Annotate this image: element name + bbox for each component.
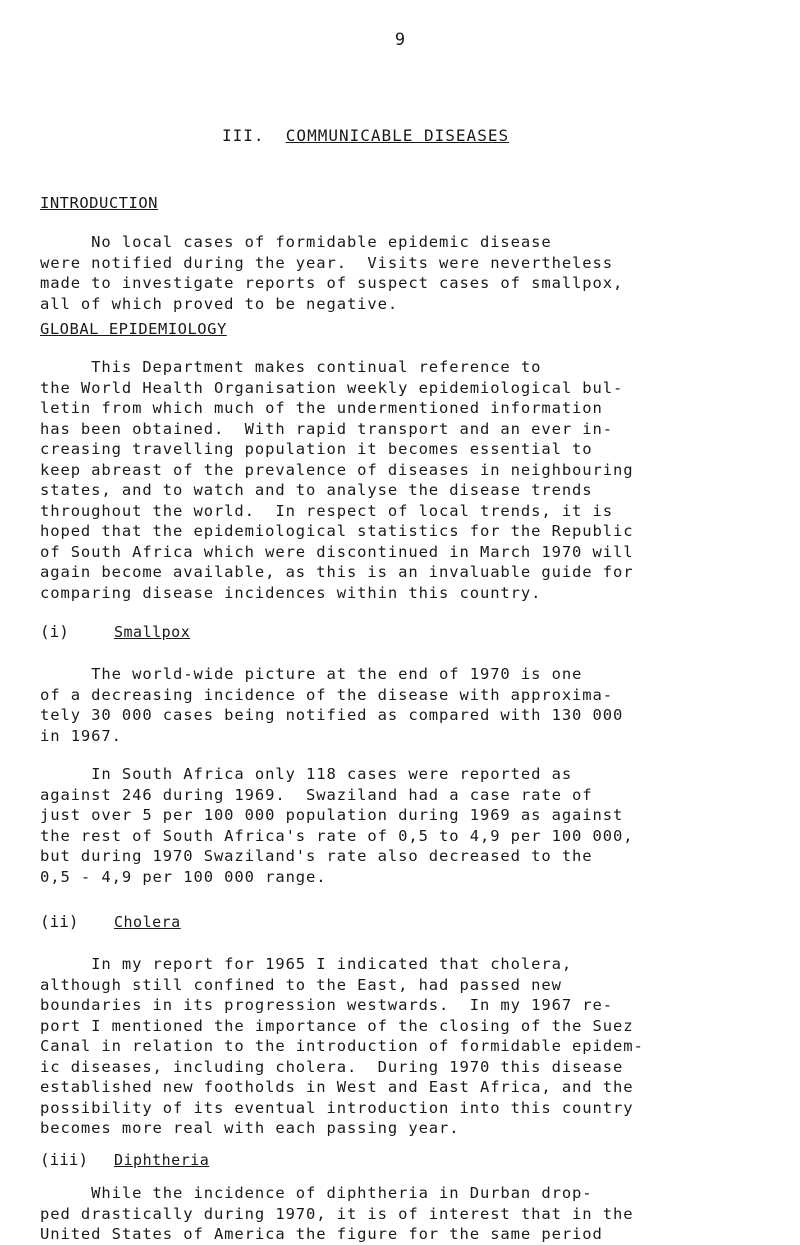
paragraph-line: but during 1970 Swaziland's rate also decreased to the — [40, 847, 593, 865]
paragraph-line: In my report for 1965 I indicated that cholera, — [40, 955, 573, 973]
diphtheria-paragraph — [40, 1183, 770, 1245]
paragraph-line: were notified during the year. Visits were nevertheless — [40, 253, 613, 272]
paragraph-line: boundaries in its progression westwards. In my 1967 re- — [40, 996, 613, 1014]
smallpox-paragraph-1 — [40, 664, 770, 746]
paragraph-line: tely 30 000 cases being notified as compared with 130 000 — [40, 706, 624, 724]
paragraph-line: letin from which much of the undermentioned information — [40, 399, 603, 417]
chapter-title — [222, 126, 509, 145]
paragraph-line: The world-wide picture at the end of 1970 is one — [40, 665, 583, 683]
diphtheria-subheading — [40, 1150, 209, 1169]
cholera-number: (ii) — [40, 912, 79, 931]
paragraph-line: made to investigate reports of suspect cases of smallpox, — [40, 274, 624, 292]
paragraph-line: In South Africa only 118 cases were reported as — [40, 765, 573, 783]
paragraph-line: port I mentioned the importance of the closing of the Suez — [40, 1016, 634, 1035]
paragraph-line: United States of America the figure for the same period — [40, 1225, 603, 1243]
paragraph-line: creasing travelling population it becomes essential to — [40, 440, 593, 458]
paragraph-line: throughout the world. In respect of local trends, it is — [40, 501, 613, 520]
paragraph-line: ped drastically during 1970, it is of interest that in the — [40, 1204, 634, 1223]
paragraph-line: against 246 during 1969. Swaziland had a case rate of — [40, 785, 593, 804]
paragraph-line: of a decreasing incidence of the disease with approxima- — [40, 685, 613, 704]
cholera-title: Cholera — [114, 913, 181, 931]
global-epidemiology-paragraph — [40, 357, 770, 603]
paragraph-line: becomes more real with each passing year. — [40, 1119, 460, 1137]
cholera-subheading — [40, 912, 181, 931]
paragraph-line: has been obtained. With rapid transport and an ever in- — [40, 419, 613, 438]
smallpox-subheading — [40, 622, 190, 641]
paragraph-line: of South Africa which were discontinued in March 1970 will — [40, 542, 634, 561]
paragraph-line: While the incidence of diphtheria in Durban drop- — [40, 1184, 593, 1202]
smallpox-title: Smallpox — [114, 623, 191, 641]
introduction-paragraph — [40, 232, 770, 314]
paragraph-line: This Department makes continual reference to — [40, 358, 542, 376]
paragraph-line: the rest of South Africa's rate of 0,5 to 4,9 per 100 000, — [40, 826, 634, 845]
paragraph-line: hoped that the epidemiological statistics for the Republic — [40, 522, 634, 540]
smallpox-number: (i) — [40, 622, 69, 641]
paragraph-line: comparing disease incidences within this country. — [40, 583, 542, 602]
paragraph-line: established new footholds in West and East Africa, and the — [40, 1078, 634, 1096]
paragraph-line: possibility of its eventual introduction into this country — [40, 1098, 634, 1117]
chapter-name: COMMUNICABLE DISEASES — [285, 126, 510, 145]
diphtheria-title: Diphtheria — [114, 1151, 210, 1169]
paragraph-line: although still confined to the East, had passed new — [40, 975, 562, 994]
diphtheria-number: (iii) — [40, 1150, 89, 1169]
cholera-paragraph — [40, 954, 770, 1139]
paragraph-line: keep abreast of the prevalence of diseases in neighbouring — [40, 460, 634, 479]
paragraph-line: just over 5 per 100 000 population during 1969 as against — [40, 806, 624, 824]
chapter-number: III. — [222, 126, 265, 145]
paragraph-line: No local cases of formidable epidemic disease — [40, 233, 552, 251]
paragraph-line: again become available, as this is an invaluable guide for — [40, 563, 634, 581]
paragraph-line: 0,5 - 4,9 per 100 000 range. — [40, 867, 327, 886]
paragraph-line: states, and to watch and to analyse the disease trends — [40, 481, 593, 499]
paragraph-line: the World Health Organisation weekly epidemiological bul- — [40, 378, 624, 397]
paragraph-line: in 1967. — [40, 726, 122, 745]
smallpox-paragraph-2 — [40, 764, 770, 887]
paragraph-line: all of which proved to be negative. — [40, 294, 399, 313]
page-number: 9 — [394, 30, 406, 50]
paragraph-line: ic diseases, including cholera. During 1970 this disease — [40, 1057, 624, 1076]
paragraph-line: Canal in relation to the introduction of formidable epidem- — [40, 1037, 644, 1055]
global-epidemiology-heading: GLOBAL EPIDEMIOLOGY — [40, 320, 227, 338]
introduction-heading: INTRODUCTION — [40, 194, 158, 212]
